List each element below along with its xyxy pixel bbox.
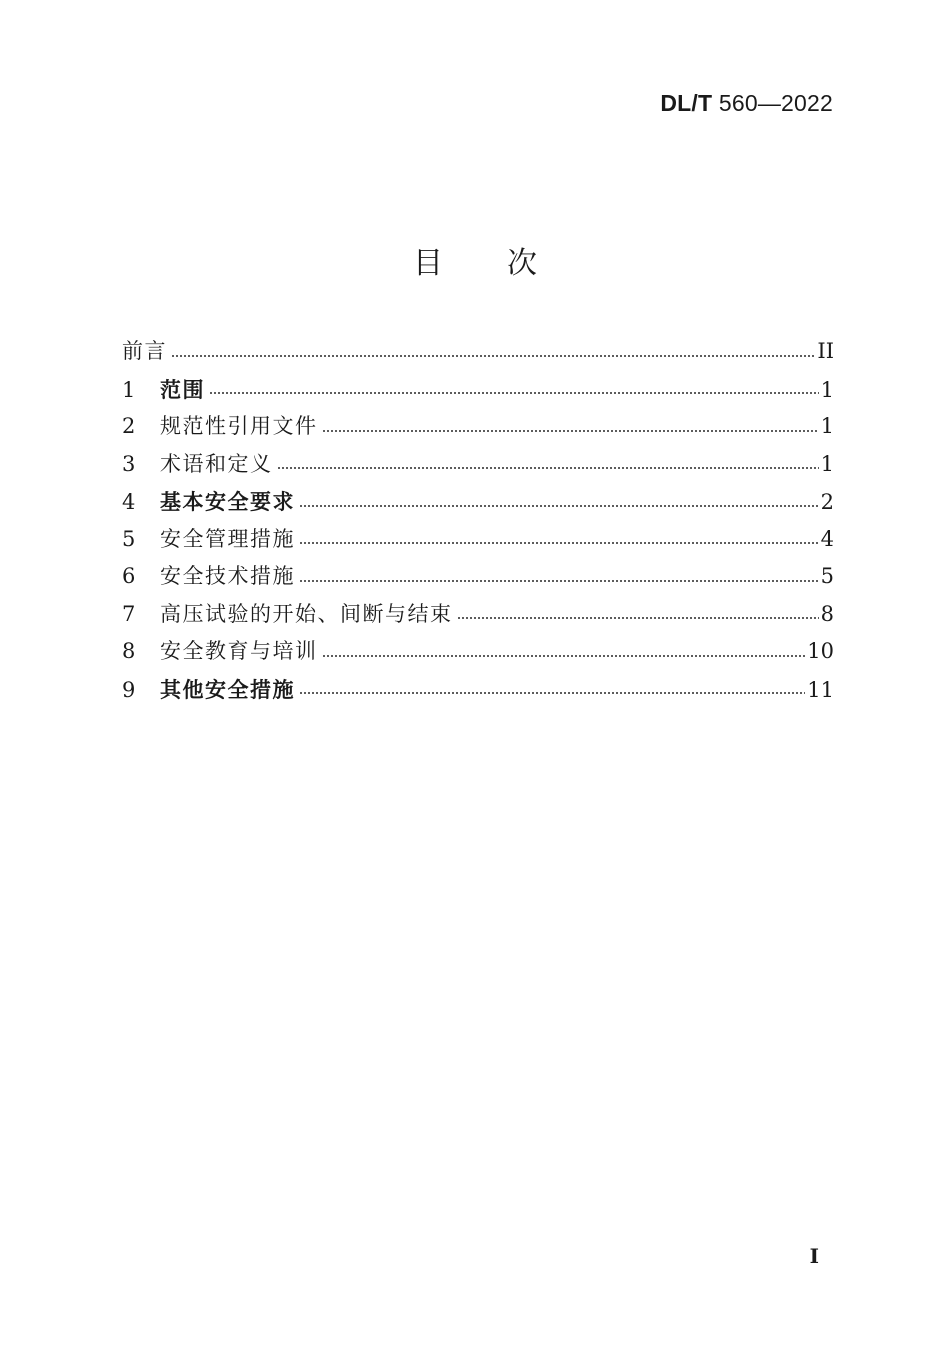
toc-leader-dots [299, 540, 819, 546]
toc-entry-number: 4 [122, 490, 136, 514]
toc-leader-dots [457, 615, 819, 621]
toc-entry-7[interactable] [122, 596, 834, 634]
toc-leader-dots [209, 390, 819, 396]
toc-entry-number: 6 [122, 564, 136, 588]
toc-entry-number: 5 [122, 526, 136, 551]
toc-entry-page: 5 [820, 564, 834, 588]
toc-entry-number: 3 [122, 451, 136, 476]
toc-entry-number: 1 [122, 377, 136, 402]
toc-entry-page: 10 [807, 639, 834, 663]
document-code [660, 90, 833, 117]
toc-entry-number: 8 [122, 639, 136, 663]
toc-leader-dots [299, 503, 819, 509]
toc-entry-page: 8 [820, 601, 834, 626]
toc-entry-page: 2 [820, 490, 834, 514]
toc-entry-6[interactable] [122, 558, 834, 596]
toc-entry-label: 安全教育与培训 [160, 639, 318, 663]
toc-entry-label: 高压试验的开始、间断与结束 [160, 601, 453, 626]
document-code-number: 560—2022 [718, 90, 833, 116]
toc-entry-page: 1 [820, 451, 834, 476]
toc-entry-page: 1 [820, 414, 834, 438]
page-title: 目次 [413, 246, 601, 281]
toc-entry-number: 9 [122, 677, 136, 702]
table-of-contents [122, 333, 834, 708]
toc-entry-label: 术语和定义 [160, 451, 273, 476]
toc-entry-label: 基本安全要求 [160, 489, 295, 514]
toc-entry-5[interactable] [122, 521, 834, 559]
toc-entry-number: 7 [122, 601, 136, 626]
toc-entry-page: 1 [820, 377, 834, 402]
toc-leader-dots [322, 653, 806, 659]
toc-entry-1[interactable] [122, 371, 834, 409]
toc-entry-preface[interactable] [122, 333, 834, 371]
toc-leader-dots [277, 465, 819, 471]
toc-entry-9[interactable] [122, 671, 834, 709]
toc-entry-label: 规范性引用文件 [160, 414, 318, 438]
toc-entry-4[interactable] [122, 483, 834, 521]
toc-leader-dots [322, 428, 819, 434]
toc-leader-dots [171, 353, 815, 359]
toc-entry-page: II [817, 339, 834, 363]
document-code-prefix: DL/T [660, 90, 713, 116]
toc-leader-dots [299, 578, 819, 584]
toc-entry-label: 前言 [122, 339, 167, 363]
toc-entry-label: 安全管理措施 [160, 526, 295, 551]
page-number: I [809, 1244, 819, 1268]
toc-entry-label: 范围 [160, 376, 205, 402]
toc-entry-8[interactable] [122, 633, 834, 671]
toc-entry-number: 2 [122, 414, 136, 438]
toc-entry-page: 4 [820, 526, 834, 551]
toc-entry-page: 11 [807, 677, 834, 702]
toc-entry-label: 其他安全措施 [160, 676, 295, 702]
toc-entry-3[interactable] [122, 446, 834, 484]
toc-leader-dots [299, 690, 805, 696]
toc-entry-2[interactable] [122, 408, 834, 446]
toc-entry-label: 安全技术措施 [160, 564, 295, 588]
